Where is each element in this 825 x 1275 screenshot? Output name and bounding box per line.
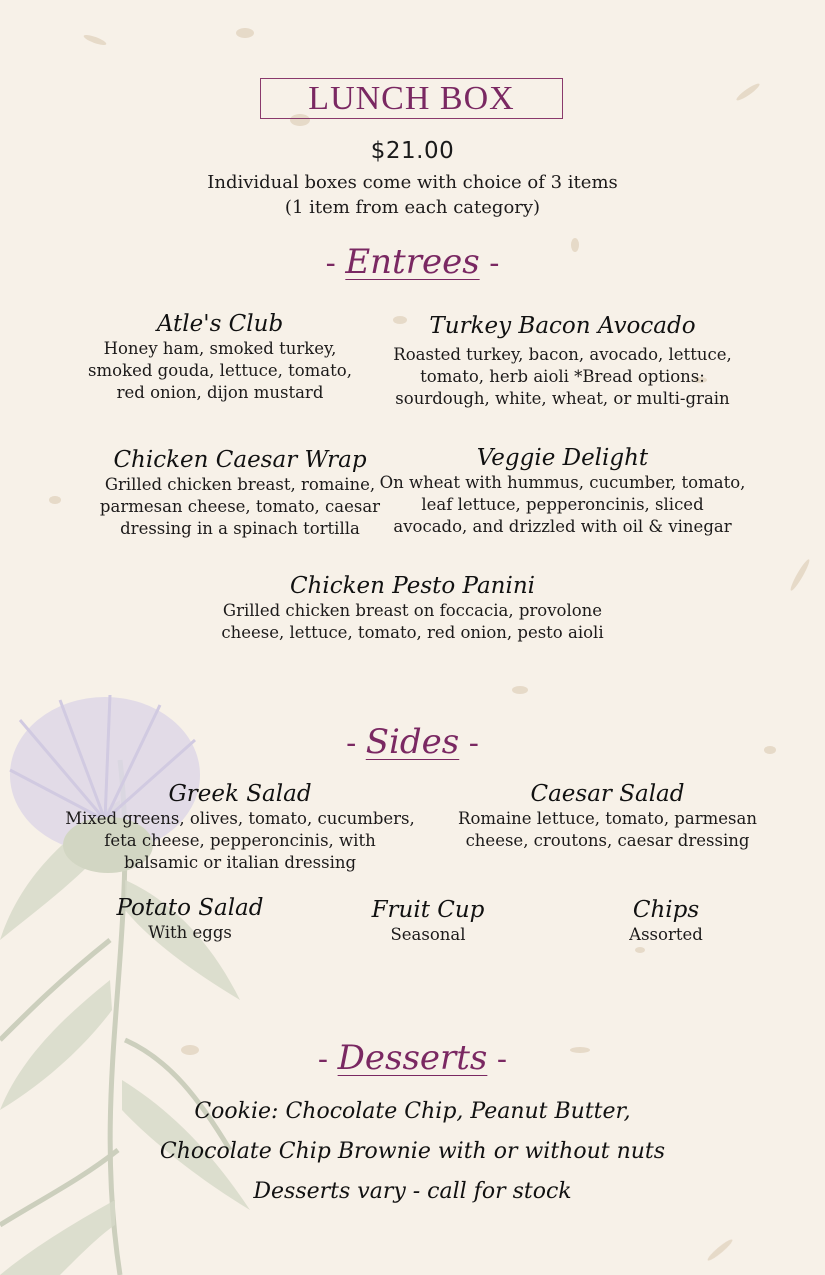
dessert-line: Chocolate Chip Brownie with or without nuts [159,1139,666,1164]
desserts-list [0,1092,825,1212]
item-desc: Seasonal [390,925,466,944]
sides-heading-text: Sides [365,722,460,762]
item-name: Caesar Salad [530,781,685,807]
item-name: Fruit Cup [371,897,485,923]
desc-line: Mixed greens, olives, tomato, cucumbers, [65,809,415,828]
entrees-heading: - Entrees - [325,242,500,282]
desc-line: Roasted turkey, bacon, avocado, lettuce, [393,345,732,364]
item-desc [375,472,750,538]
desc-line: feta cheese, pepperoncinis, with [104,831,376,850]
intro-line: (1 item from each category) [284,197,541,218]
desc-line: Honey ham, smoked turkey, [103,339,337,358]
desserts-heading-text: Desserts [337,1038,488,1078]
intro-text [0,170,825,220]
item-desc [60,808,420,874]
item-desc: With eggs [148,923,232,942]
desc-line: tomato, herb aioli *Bread options: [420,367,705,386]
item-desc [70,338,370,404]
menu-item-atles-club [70,310,370,404]
dessert-line: Desserts vary - call for stock [253,1179,572,1204]
desc-line: Grilled chicken breast, romaine, [104,475,376,494]
desc-line: Romaine lettuce, tomato, parmesan [458,809,757,828]
desc-line: cheese, croutons, caesar dressing [465,831,750,850]
item-desc: Assorted [629,925,703,944]
desc-line: parmesan cheese, tomato, caesar [99,497,381,516]
item-desc [380,344,745,410]
menu-item-potato-salad [90,894,290,944]
desc-line: red onion, dijon mustard [116,383,324,402]
item-desc [445,808,770,852]
item-desc [70,474,410,540]
sides-heading: - Sides - [346,722,479,762]
dessert-line: Cookie: Chocolate Chip, Peanut Butter, [194,1099,631,1124]
menu-item-turkey-bacon-avocado [380,312,745,410]
menu-item-veggie-delight [375,444,750,538]
menu-item-caesar-salad [445,780,770,852]
menu-item-chips [566,896,766,946]
menu-item-chicken-pesto-panini [190,572,635,644]
desc-line: balsamic or italian dressing [123,853,357,872]
item-name: Chicken Caesar Wrap [113,447,367,473]
item-name: Greek Salad [168,781,312,807]
desserts-heading: - Desserts - [317,1038,508,1078]
desc-line: leaf lettuce, pepperoncinis, sliced [421,495,704,514]
menu-item-fruit-cup [328,896,528,946]
intro-line: Individual boxes come with choice of 3 items [207,172,618,193]
menu-title: LUNCH BOX [260,78,563,119]
desc-line: cheese, lettuce, tomato, red onion, pesto aioli [221,623,604,642]
item-name: Chips [632,897,700,923]
item-desc [190,600,635,644]
entrees-heading-text: Entrees [345,242,480,282]
price: $21.00 [370,138,455,164]
desc-line: On wheat with hummus, cucumber, tomato, [379,473,746,492]
item-name: Atle's Club [156,311,284,337]
item-name: Veggie Delight [476,445,649,471]
item-name: Turkey Bacon Avocado [429,313,696,339]
desc-line: dressing in a spinach tortilla [120,519,360,538]
item-name: Potato Salad [116,895,264,921]
desc-line: Grilled chicken breast on foccacia, provolone [222,601,603,620]
item-name: Chicken Pesto Panini [289,573,536,599]
menu-item-greek-salad [60,780,420,874]
menu-item-chicken-caesar-wrap [70,446,410,540]
desc-line: sourdough, white, wheat, or multi-grain [395,389,730,408]
desc-line: smoked gouda, lettuce, tomato, [88,361,352,380]
desc-line: avocado, and drizzled with oil & vinegar [393,517,732,536]
